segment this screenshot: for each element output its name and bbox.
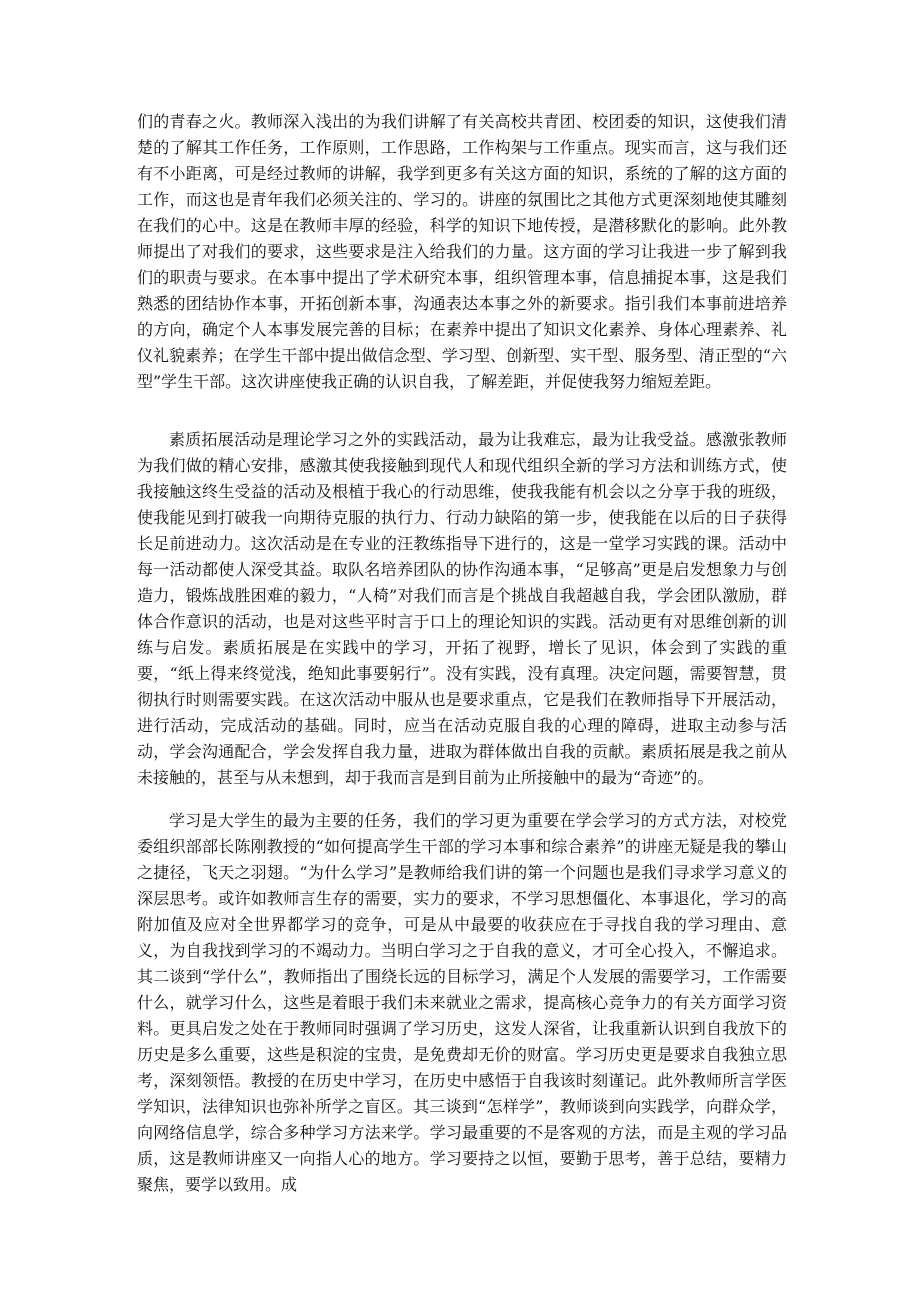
paragraph-continuation: 们的青春之火。教师深入浅出的为我们讲解了有关高校共青团、校团委的知识，这使我们清楚的了解其工作任务，工作原则，工作思路，工作构架与工作重点。现实而言，这与我们还有不小距离，可是经过教师的讲解，我学到更多有关这方面的知识，系统的了解的这方面的工作，而这也是青年我们必须关注的、学习的。讲座的氛围比之其他方式更深刻地使其雕刻在我们的心中。这是在教师丰厚的经验，科学的知识下地传授，是潜移默化的影响。此外教师提出了对我们的要求，这些要求是注入给我们的力量。这方面的学习让我进一步了解到我们的职责与要求。在本事中提出了学术研究本事，组织管理本事，信息捕捉本事，这是我们熟悉的团结协作本事，开拓创新本事，沟通表达本事之外的新要求。指引我们本事前进培养的方向，确定个人本事发展完善的目标；在素养中提出了知识文化素养、身体心理素养、礼仪礼貌素养；在学生干部中提出做信念型、学习型、创新型、实干型、服务型、清正型的“六型”学生干部。这次讲座使我正确的认识自我，了解差距，并促使我努力缩短差距。 [137,112,787,391]
paragraph-quality-training: 素质拓展活动是理论学习之外的实践活动，最为让我难忘，最为让我受益。感激张教师为我们做的精心安排，感激其使我接触到现代人和现代组织全新的学习方法和训练方式，使我接触这终生受益的活动及根植于我心的行动思维，使我我能有机会以之分享于我的班级，使我能见到打破我一向期待克服的执行力、行动力缺陷的第一步，使我能在以后的日子获得长足前进动力。这次活动是在专业的汪教练指导下进行的，这是一堂学习实践的课。活动中每一活动都使人深受其益。取队名培养团队的协作沟通本事，“足够高”更是启发想象力与创造力，锻炼战胜困难的毅力，“人椅”对我们而言是个挑战自我超越自我，学会团队激励，群体合作意识的活动，也是对这些平时言于口上的理论知识的实践。活动更有对思维创新的训练与启发。素质拓展是在实践中的学习，开拓了视野，增长了见识，体会到了实践的重要，“纸上得来终觉浅，绝知此事要躬行”。没有实践，没有真理。决定问题，需要智慧，贯彻执行时则需要实践。在这次活动中服从也是要求重点，它是我们在教师指导下开展活动，进行活动，完成活动的基础。同时，应当在活动克服自我的心理的障碍，进取主动参与活动，学会沟通配合，学会发挥自我力量，进取为群体做出自我的贡献。素质拓展是我之前从未接触的，甚至与从未想到，却于我而言是到目前为止所接触中的最为“奇迹”的。 [137,430,787,787]
paragraph-learning: 学习是大学生的最为主要的任务，我们的学习更为重要在学会学习的方式方法，对校党委组织部部长陈刚教授的“如何提高学生干部的学习本事和综合素养”的讲座无疑是我的攀山之捷径，飞天之羽翅。“为什么学习”是教师给我们讲的第一个问题也是我们寻求学习意义的深层思考。或许如教师言生存的需要，实力的要求，不学习思想僵化、本事退化，学习的高附加值及应对全世界都学习的竞争，可是从中最要的收获应在于寻找自我的学习理由、意义，为自我找到学习的不竭动力。当明白学习之于自我的意义，才可全心投入，不懈追求。其二谈到“学什么”，教师指出了围绕长远的目标学习，满足个人发展的需要学习，工作需要什么，就学习什么，这些是着眼于我们未来就业之需求，提高核心竞争力的有关方面学习资料。更具启发之处在于教师同时强调了学习历史，这发人深省，让我重新认识到自我放下的历史是多么重要，这些是积淀的宝贵，是免费却无价的财富。学习历史更是要求自我独立思考，深刻领悟。教授的在历史中学习，在历史中感悟于自我该时刻谨记。此外教师所言学医学知识，法律知识也弥补所学之盲区。其三谈到“怎样学”，教师谈到向实践学，向群众学，向网络信息学，综合多种学习方法来学。学习最重要的不是客观的方法，而是主观的学习品质，这是教师讲座又一向指人心的地方。学习要持之以恒，要勤于思考，善于总结，要精力聚焦，要学以致用。成 [137,811,787,1194]
